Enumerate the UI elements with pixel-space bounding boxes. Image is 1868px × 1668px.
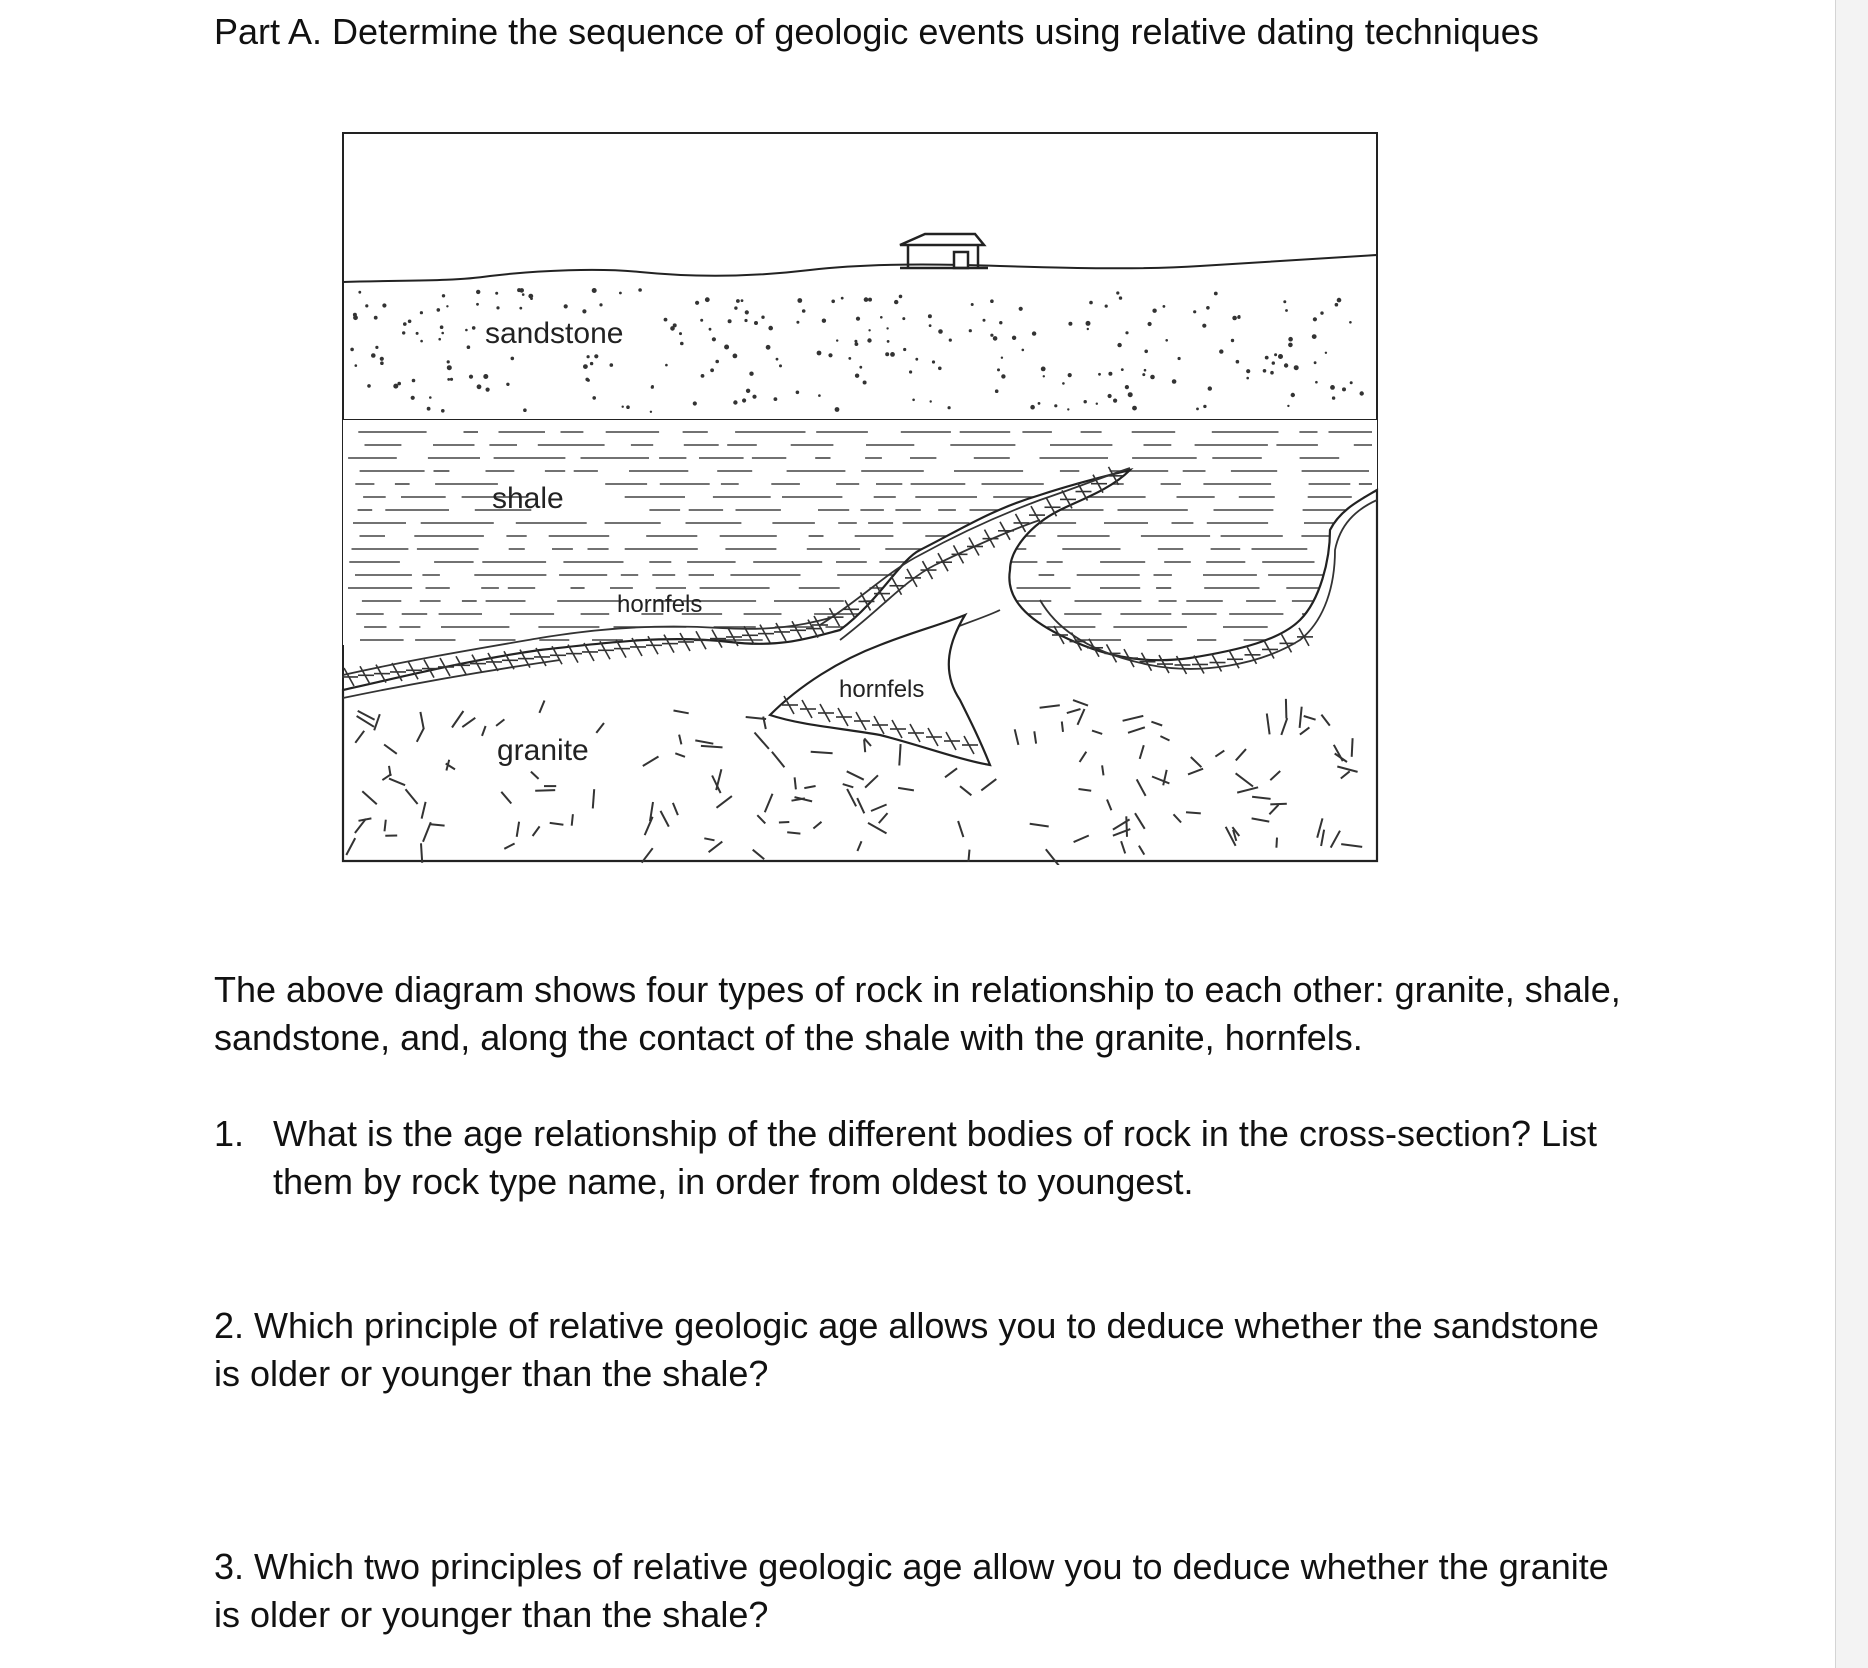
question-1 [214, 1110, 1634, 1206]
page-scroll-gutter[interactable] [1835, 0, 1868, 1668]
diagram-intro-paragraph: The above diagram shows four types of rock in relationship to each other: granite, shale, sandstone, and, along the contact of the shale with the granite, hornfels. [214, 969, 1621, 1058]
question-1-number: 1. [214, 1113, 245, 1154]
geologic-cross-section-diagram [340, 130, 1380, 865]
label-shale: shale [492, 482, 564, 515]
question-3-text: 3. Which two principles of relative geologic age allow you to deduce whether the granite is older or younger than the shale? [214, 1546, 1609, 1635]
label-hornfels-upper: hornfels [617, 591, 703, 618]
label-sandstone: sandstone [485, 317, 624, 350]
label-hornfels-lower: hornfels [839, 676, 925, 703]
label-granite: granite [497, 734, 589, 767]
question-1-text: What is the age relationship of the different bodies of rock in the cross-section? List them by rock type name, in order from oldest to youngest. [273, 1113, 1598, 1202]
shale-layer [343, 420, 1377, 645]
part-a-heading: Part A. Determine the sequence of geologic events using relative dating techniques [214, 11, 1539, 52]
cross-section-svg [340, 130, 1380, 865]
question-2-text: 2. Which principle of relative geologic age allows you to deduce whether the sandstone is older or younger than the shale? [214, 1305, 1599, 1394]
